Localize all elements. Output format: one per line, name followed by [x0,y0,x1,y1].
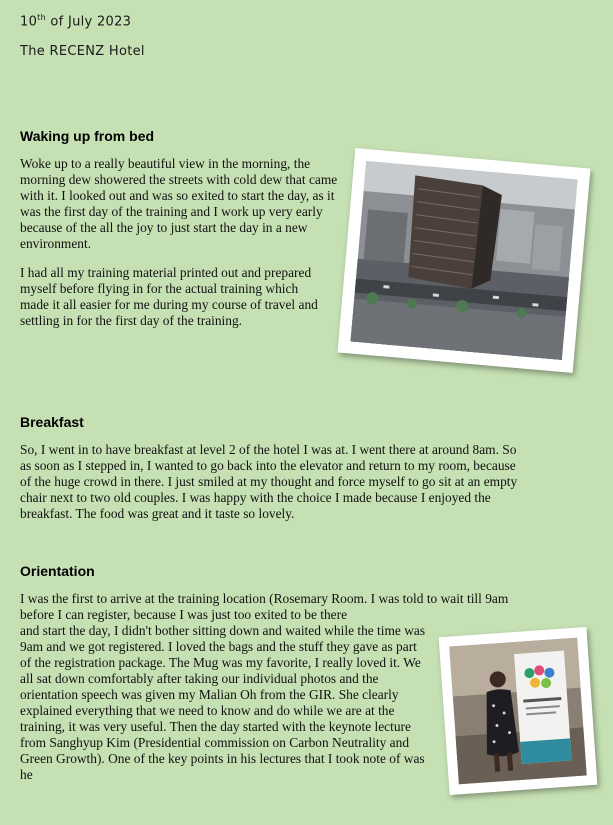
orientation-portrait-photo [439,627,598,795]
journal-date: 10th of July 2023 [20,13,132,30]
breakfast-paragraph: So, I went in to have breakfast at level 2 of the hotel I was at. I went there at around 8am. So as soon as I stepped in, I wanted to go back into the elevator and return to my room, because of the huge crowd in there. I just smiled at my thought and force myself to go sit at an empty chair next to two old couples. I was happy with the choice I made because I enjoyed the breakfast. The food was great and it taste so lovely. [20,442,518,521]
waking-paragraph-1: Woke up to a really beautiful view in the morning, the morning dew showered the streets with cold dew that came with it. I looked out and was so exited to start the day, as it was the first day of the training and I work up very early because of the all the joy to just start the day in a new environment. [20,156,338,251]
heading-waking-up: Waking up from bed [20,128,155,144]
waking-paragraph-2: I had all my training material printed out and prepared myself before flying in for the actual training which made it all easier for me during my course of travel and settling in for the first day of the training. [20,265,318,328]
orientation-paragraph-lead: I was the first to arrive at the training location (Rosemary Room. I was told to wait till 9am before I can register, because I was just too exited to be there [20,591,509,622]
heading-breakfast: Breakfast [20,414,84,430]
heading-orientation: Orientation [20,563,95,579]
hotel-name: The RECENZ Hotel [20,44,145,59]
city-view-photo [338,148,591,373]
orientation-paragraph-rest: and start the day, I didn't bother sitting down and waited while the time was 9am and we got registered. I loved the bags and the stuff they gave as part of the registration package. The Mug was my favorite, I really loved it. We all sat down comfortably after taking our individual photos and the orientation speech was given my Malian Oh from the GIR. She clearly explained everything that we need to know and do while we are at the training, it was very useful. Then the day started with the keynote lecture from Sanghyup Kim (Presidential commission on Carbon Neutrality and Green Growth). One of the key points in his lectures that I took note of was he [20,623,426,782]
